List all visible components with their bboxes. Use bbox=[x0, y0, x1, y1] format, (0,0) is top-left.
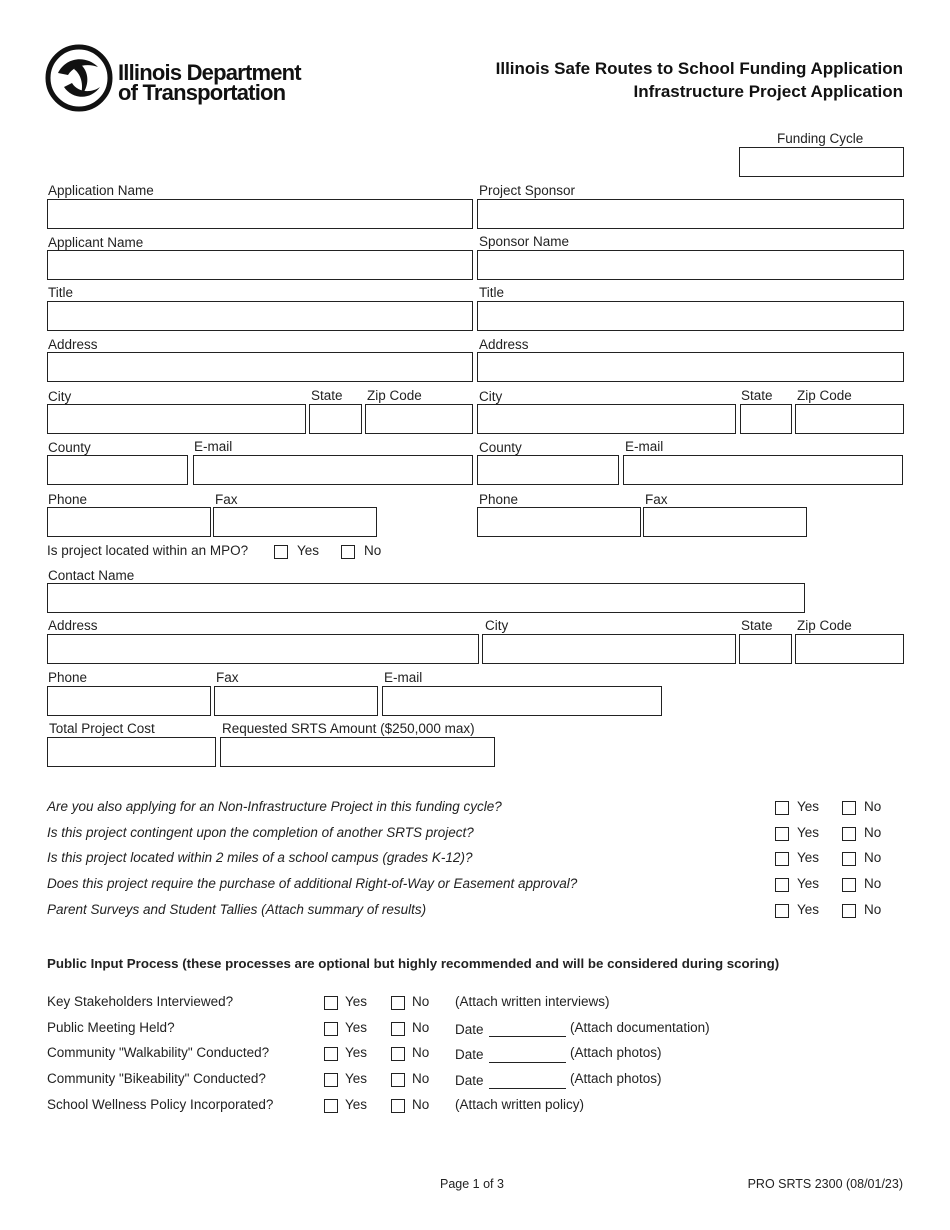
question-yes-label: Yes bbox=[797, 825, 820, 840]
sponsor-address-input[interactable] bbox=[477, 352, 904, 382]
form-subtitle: Infrastructure Project Application bbox=[633, 82, 903, 101]
contact-name-label: Contact Name bbox=[48, 568, 135, 583]
public-input-no-label: No bbox=[412, 1045, 430, 1060]
question-yes-label: Yes bbox=[797, 902, 820, 917]
contact-city-input[interactable] bbox=[482, 634, 736, 664]
question-yes-checkbox[interactable] bbox=[775, 878, 789, 892]
public-input-no-label: No bbox=[412, 994, 430, 1009]
public-input-note: (Attach written interviews) bbox=[455, 994, 610, 1009]
sponsor-fax-input[interactable] bbox=[643, 507, 807, 537]
public-input-yes-checkbox[interactable] bbox=[324, 1047, 338, 1061]
sponsor-state-input[interactable] bbox=[740, 404, 792, 434]
public-input-no-checkbox[interactable] bbox=[391, 1073, 405, 1087]
public-input-note: (Attach written policy) bbox=[455, 1097, 585, 1112]
question-no-checkbox[interactable] bbox=[842, 801, 856, 815]
applicant-name-label: Applicant Name bbox=[48, 235, 144, 250]
public-input-heading: Public Input Process (these processes are optional but highly recommended and will be considered during scoring) bbox=[47, 956, 780, 971]
contact-email-input[interactable] bbox=[382, 686, 662, 716]
applicant-fax-label: Fax bbox=[215, 492, 238, 507]
sponsor-address-label: Address bbox=[479, 337, 529, 352]
public-input-date-label: Date bbox=[455, 1022, 484, 1037]
applicant-county-label: County bbox=[48, 440, 91, 455]
funding-cycle-label: Funding Cycle bbox=[777, 131, 864, 146]
question-no-checkbox[interactable] bbox=[842, 852, 856, 866]
public-input-label: School Wellness Policy Incorporated? bbox=[47, 1097, 274, 1112]
form-id: PRO SRTS 2300 (08/01/23) bbox=[747, 1177, 903, 1191]
applicant-city-input[interactable] bbox=[47, 404, 306, 434]
sponsor-county-input[interactable] bbox=[477, 455, 619, 485]
public-input-date-label: Date bbox=[455, 1073, 484, 1088]
public-input-yes-label: Yes bbox=[345, 994, 368, 1009]
public-input-note: (Attach photos) bbox=[570, 1071, 662, 1086]
contact-zip-label: Zip Code bbox=[797, 618, 852, 633]
question-yes-checkbox[interactable] bbox=[775, 852, 789, 866]
question-yes-checkbox[interactable] bbox=[775, 801, 789, 815]
sponsor-email-input[interactable] bbox=[623, 455, 903, 485]
applicant-zip-input[interactable] bbox=[365, 404, 473, 434]
contact-address-label: Address bbox=[48, 618, 98, 633]
sponsor-phone-label: Phone bbox=[479, 492, 519, 507]
agency-name-line2: of Transportation bbox=[118, 80, 286, 105]
project-sponsor-input[interactable] bbox=[477, 199, 904, 229]
question-text: Is this project located within 2 miles of a school campus (grades K-12)? bbox=[47, 850, 473, 865]
applicant-zip-label: Zip Code bbox=[367, 388, 422, 403]
question-text: Parent Surveys and Student Tallies (Attach summary of results) bbox=[47, 902, 427, 917]
question-no-label: No bbox=[864, 799, 882, 814]
question-yes-checkbox[interactable] bbox=[775, 904, 789, 918]
sponsor-name-label: Sponsor Name bbox=[479, 234, 570, 249]
applicant-title-input[interactable] bbox=[47, 301, 473, 331]
applicant-address-label: Address bbox=[48, 337, 98, 352]
public-input-no-checkbox[interactable] bbox=[391, 1047, 405, 1061]
public-input-label: Community "Walkability" Conducted? bbox=[47, 1045, 270, 1060]
sponsor-fax-label: Fax bbox=[645, 492, 668, 507]
mpo-yes-checkbox[interactable] bbox=[274, 545, 288, 559]
question-text: Does this project require the purchase of additional Right-of-Way or Easement approval? bbox=[47, 876, 578, 891]
page-number: Page 1 of 3 bbox=[440, 1177, 504, 1191]
applicant-city-label: City bbox=[48, 389, 72, 404]
public-input-note: (Attach documentation) bbox=[570, 1020, 710, 1035]
contact-name-input[interactable] bbox=[47, 583, 805, 613]
public-input-no-checkbox[interactable] bbox=[391, 1099, 405, 1113]
sponsor-email-label: E-mail bbox=[625, 439, 664, 454]
funding-cycle-input[interactable] bbox=[739, 147, 904, 177]
requested-amount-label: Requested SRTS Amount ($250,000 max) bbox=[222, 721, 475, 736]
contact-fax-label: Fax bbox=[216, 670, 239, 685]
applicant-county-input[interactable] bbox=[47, 455, 188, 485]
question-yes-checkbox[interactable] bbox=[775, 827, 789, 841]
project-sponsor-label: Project Sponsor bbox=[479, 183, 576, 198]
public-input-date-field[interactable] bbox=[489, 1062, 566, 1063]
question-no-checkbox[interactable] bbox=[842, 904, 856, 918]
total-project-cost-input[interactable] bbox=[47, 737, 216, 767]
public-input-label: Community "Bikeability" Conducted? bbox=[47, 1071, 266, 1086]
public-input-label: Key Stakeholders Interviewed? bbox=[47, 994, 234, 1009]
contact-fax-input[interactable] bbox=[214, 686, 378, 716]
public-input-no-label: No bbox=[412, 1020, 430, 1035]
public-input-note: (Attach photos) bbox=[570, 1045, 662, 1060]
public-input-yes-label: Yes bbox=[345, 1097, 368, 1112]
applicant-name-input[interactable] bbox=[47, 250, 473, 280]
applicant-phone-label: Phone bbox=[48, 492, 88, 507]
sponsor-phone-input[interactable] bbox=[477, 507, 641, 537]
idot-logo-icon bbox=[44, 43, 114, 113]
question-text: Are you also applying for an Non-Infrastructure Project in this funding cycle? bbox=[47, 799, 502, 814]
contact-state-label: State bbox=[741, 618, 773, 633]
sponsor-zip-label: Zip Code bbox=[797, 388, 852, 403]
mpo-yes-label: Yes bbox=[297, 543, 320, 558]
public-input-yes-checkbox[interactable] bbox=[324, 1099, 338, 1113]
agency-name-line1: Illinois Department bbox=[118, 60, 301, 85]
sponsor-city-input[interactable] bbox=[477, 404, 736, 434]
applicant-state-label: State bbox=[311, 388, 343, 403]
contact-city-label: City bbox=[485, 618, 509, 633]
question-no-checkbox[interactable] bbox=[842, 827, 856, 841]
applicant-phone-input[interactable] bbox=[47, 507, 211, 537]
public-input-yes-label: Yes bbox=[345, 1071, 368, 1086]
public-input-yes-label: Yes bbox=[345, 1020, 368, 1035]
contact-address-input[interactable] bbox=[47, 634, 479, 664]
public-input-yes-checkbox[interactable] bbox=[324, 996, 338, 1010]
public-input-no-label: No bbox=[412, 1071, 430, 1086]
question-no-label: No bbox=[864, 850, 882, 865]
question-yes-label: Yes bbox=[797, 876, 820, 891]
question-yes-label: Yes bbox=[797, 799, 820, 814]
total-project-cost-label: Total Project Cost bbox=[49, 721, 155, 736]
mpo-no-label: No bbox=[364, 543, 382, 558]
question-yes-label: Yes bbox=[797, 850, 820, 865]
public-input-date-field[interactable] bbox=[489, 1088, 566, 1089]
contact-email-label: E-mail bbox=[384, 670, 423, 685]
idot-logo bbox=[44, 43, 304, 115]
requested-amount-input[interactable] bbox=[220, 737, 495, 767]
sponsor-state-label: State bbox=[741, 388, 773, 403]
public-input-label: Public Meeting Held? bbox=[47, 1020, 175, 1035]
applicant-email-label: E-mail bbox=[194, 439, 233, 454]
form-title: Illinois Safe Routes to School Funding Application bbox=[495, 59, 903, 78]
public-input-yes-checkbox[interactable] bbox=[324, 1022, 338, 1036]
applicant-address-input[interactable] bbox=[47, 352, 473, 382]
application-name-label: Application Name bbox=[48, 183, 154, 198]
question-no-label: No bbox=[864, 825, 882, 840]
contact-phone-label: Phone bbox=[48, 670, 88, 685]
public-input-no-checkbox[interactable] bbox=[391, 996, 405, 1010]
question-no-checkbox[interactable] bbox=[842, 878, 856, 892]
applicant-email-input[interactable] bbox=[193, 455, 473, 485]
contact-state-input[interactable] bbox=[739, 634, 792, 664]
public-input-date-field[interactable] bbox=[489, 1036, 566, 1037]
mpo-no-checkbox[interactable] bbox=[341, 545, 355, 559]
application-name-input[interactable] bbox=[47, 199, 473, 229]
applicant-fax-input[interactable] bbox=[213, 507, 377, 537]
question-no-label: No bbox=[864, 902, 882, 917]
question-no-label: No bbox=[864, 876, 882, 891]
public-input-date-label: Date bbox=[455, 1047, 484, 1062]
applicant-state-input[interactable] bbox=[309, 404, 362, 434]
public-input-yes-label: Yes bbox=[345, 1045, 368, 1060]
sponsor-title-label: Title bbox=[479, 285, 505, 300]
public-input-no-checkbox[interactable] bbox=[391, 1022, 405, 1036]
sponsor-title-input[interactable] bbox=[477, 301, 904, 331]
applicant-title-label: Title bbox=[48, 285, 74, 300]
mpo-question: Is project located within an MPO? bbox=[47, 543, 249, 558]
sponsor-city-label: City bbox=[479, 389, 503, 404]
contact-phone-input[interactable] bbox=[47, 686, 211, 716]
sponsor-zip-input[interactable] bbox=[795, 404, 904, 434]
sponsor-name-input[interactable] bbox=[477, 250, 904, 280]
public-input-no-label: No bbox=[412, 1097, 430, 1112]
public-input-yes-checkbox[interactable] bbox=[324, 1073, 338, 1087]
contact-zip-input[interactable] bbox=[795, 634, 904, 664]
sponsor-county-label: County bbox=[479, 440, 522, 455]
question-text: Is this project contingent upon the completion of another SRTS project? bbox=[47, 825, 474, 840]
